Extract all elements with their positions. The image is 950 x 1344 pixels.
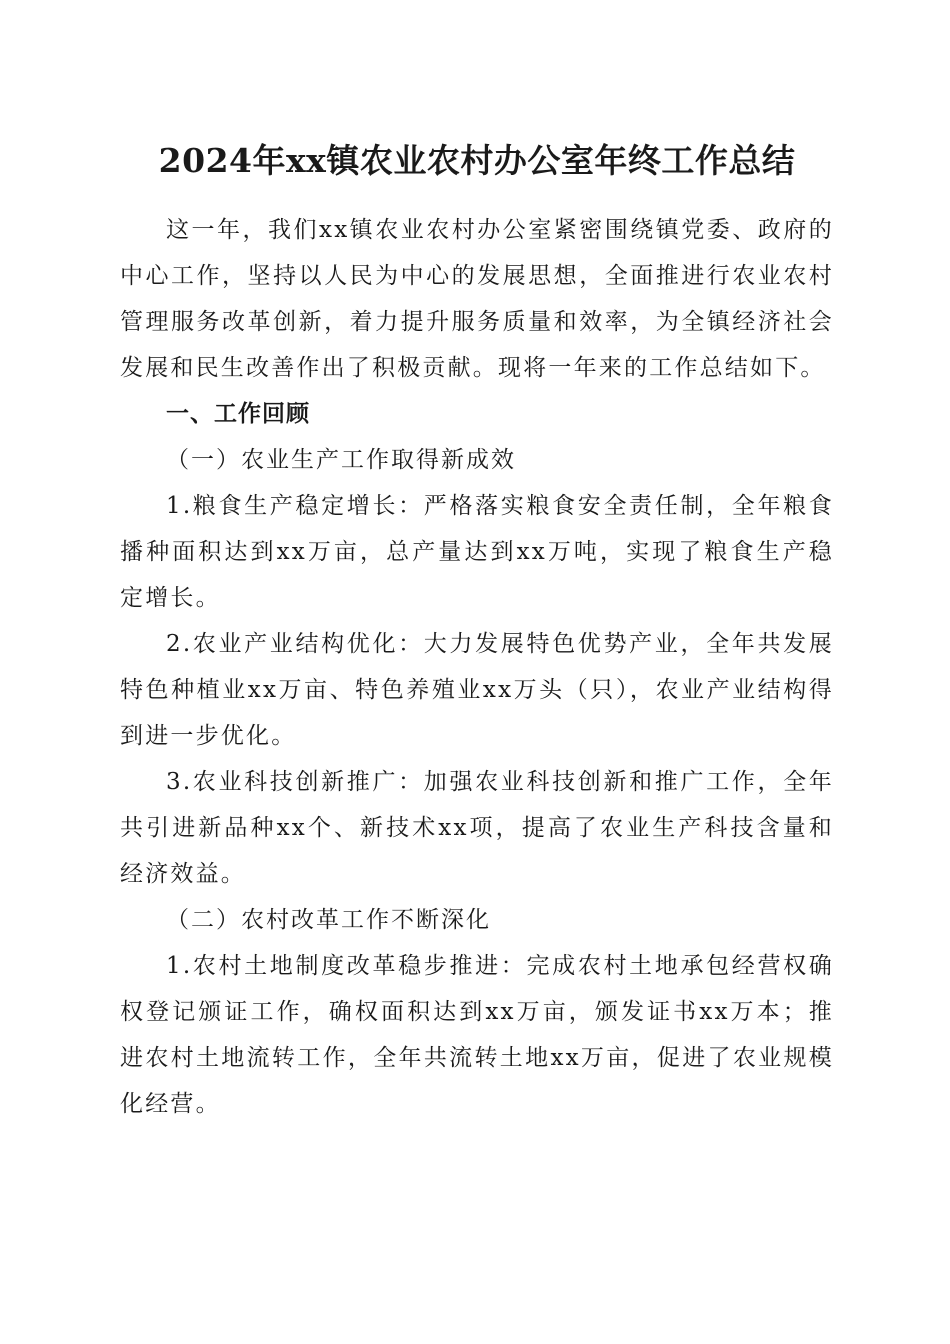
intro-paragraph: 这一年，我们xx镇农业农村办公室紧密围绕镇党委、政府的中心工作，坚持以人民为中心的发展思想，全面推进行农业农村管理服务改革创新，着力提升服务质量和效率，为全镇经济社会发展和民生改善作出了积极贡献。现将一年来的工作总结如下。: [120, 217, 834, 381]
section-heading-work-review: 一、工作回顾: [166, 401, 310, 427]
document-title: 2024年xx镇农业农村办公室年终工作总结: [158, 141, 796, 180]
document-body: [120, 207, 834, 1127]
subsection-heading-agricultural-production: （一）农业生产工作取得新成效: [166, 447, 516, 473]
list-item: 1.粮食生产稳定增长：严格落实粮食安全责任制，全年粮食播种面积达到xx万亩，总产量达到xx万吨，实现了粮食生产稳定增长。: [120, 493, 834, 611]
subsection-heading-rural-reform: （二）农村改革工作不断深化: [166, 907, 491, 933]
list-item: 2.农业产业结构优化：大力发展特色优势产业，全年共发展特色种植业xx万亩、特色养殖业xx万头（只），农业产业结构得到进一步优化。: [120, 631, 834, 749]
list-item: 3.农业科技创新推广：加强农业科技创新和推广工作，全年共引进新品种xx个、新技术xx项，提高了农业生产科技含量和经济效益。: [120, 769, 834, 887]
list-item: 1.农村土地制度改革稳步推进：完成农村土地承包经营权确权登记颁证工作，确权面积达到xx万亩，颁发证书xx万本；推进农村土地流转工作，全年共流转土地xx万亩，促进了农业规模化经营。: [120, 953, 834, 1117]
